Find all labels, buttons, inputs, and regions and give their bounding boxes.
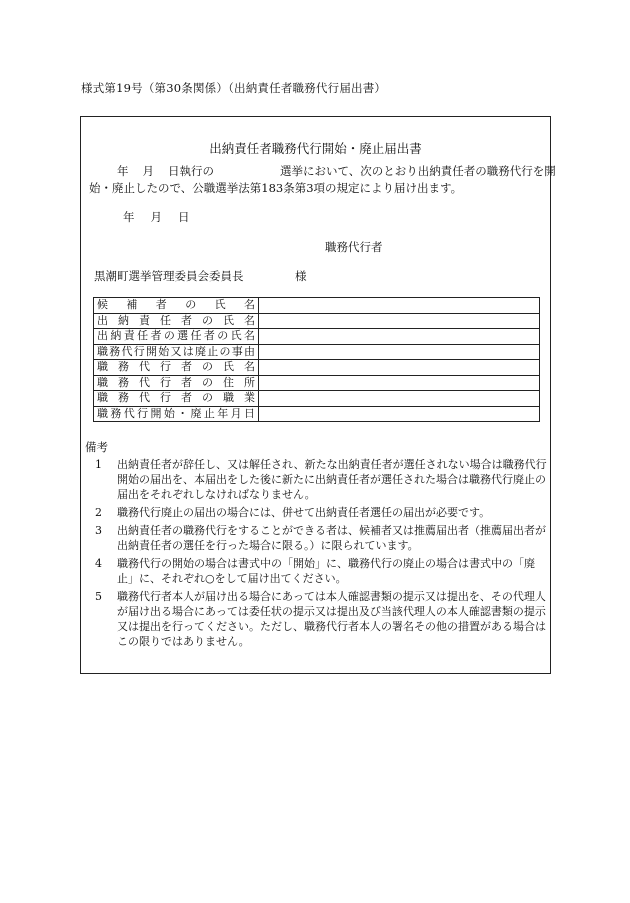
row-label: 候補者の氏名	[94, 298, 259, 314]
note-item	[89, 556, 549, 586]
intro-paragraph	[89, 163, 556, 197]
date-year: 年	[123, 210, 135, 224]
row-label: 出納責任者の選任者の氏名	[94, 329, 259, 345]
table-row	[94, 375, 540, 391]
note-number: 2	[95, 506, 102, 519]
row-value-field[interactable]	[259, 375, 540, 391]
row-label: 職務代行者の職業	[94, 391, 259, 407]
intro-line2: 始・廃止したので、公職選挙法第183条第3項の規定により届け出ます。	[89, 181, 463, 195]
form-title: 出納責任者職務代行開始・廃止届出書	[209, 141, 422, 156]
addressee: 黒潮町選挙管理委員会委員長	[94, 269, 244, 283]
note-number: 4	[95, 557, 102, 570]
table-row	[94, 360, 540, 376]
row-value-field[interactable]	[259, 313, 540, 329]
row-label: 職務代行開始・廃止年月日	[94, 406, 259, 422]
intro-month: 月	[142, 164, 154, 178]
note-number: 1	[95, 458, 102, 471]
row-label: 職務代行開始又は廃止の事由	[94, 344, 259, 360]
intro-year: 年	[117, 164, 129, 178]
intro-election-text: 選挙において、次のとおり出納責任者の職務代行を開	[280, 164, 556, 178]
table-row	[94, 344, 540, 360]
table-row	[94, 406, 540, 422]
notes-heading: 備考	[85, 440, 108, 454]
note-item	[89, 457, 549, 502]
row-value-field[interactable]	[259, 391, 540, 407]
note-text: 出納責任者が辞任し、又は解任され、新たな出納責任者が選任されない場合は職務代行開始の届出を、本届出をした後に新たに出納責任者が選任された場合は職務代行廃止の届出をそれぞれしなければなりません。	[117, 458, 547, 501]
note-text: 職務代行廃止の届出の場合には、併せて出納責任者選任の届出が必要です。	[117, 506, 491, 519]
row-label: 出納責任者の氏名	[94, 313, 259, 329]
note-item	[89, 589, 549, 649]
table-row	[94, 391, 540, 407]
row-label: 職務代行者の氏名	[94, 360, 259, 376]
row-value-field[interactable]	[259, 329, 540, 345]
honorific: 様	[295, 269, 307, 283]
date-day: 日	[178, 210, 190, 224]
note-item	[89, 505, 549, 520]
row-value-field[interactable]	[259, 360, 540, 376]
row-value-field[interactable]	[259, 298, 540, 314]
note-text: 職務代行者本人が届け出る場合にあっては本人確認書類の提示又は提出を、その代理人が届け出る場合にあっては委任状の提示又は提出及び当該代理人の本人確認書類の提示又は提出を行ってください。ただし、職務代行者本人の署名その他の措置がある場合はこの限りではありません。	[117, 590, 546, 648]
form-number: 様式第19号（第30条関係）（出納責任者職務代行届出書）	[81, 81, 387, 95]
note-number: 3	[95, 524, 102, 537]
row-label: 職務代行者の住所	[94, 375, 259, 391]
proxy-label: 職務代行者	[325, 240, 383, 254]
form-frame	[80, 116, 556, 674]
intro-day-exec: 日執行の	[168, 164, 214, 178]
row-value-field[interactable]	[259, 344, 540, 360]
table-row	[94, 329, 540, 345]
row-value-field[interactable]	[259, 406, 540, 422]
note-text: 職務代行の開始の場合は書式中の「開始」に、職務代行の廃止の場合は書式中の「廃止」に、それぞれ○をして届け出てください。	[117, 557, 535, 585]
submission-date	[123, 209, 190, 225]
details-table	[93, 297, 540, 422]
note-number: 5	[95, 590, 102, 603]
note-text: 出納責任者の職務代行をすることができる者は、候補者又は推薦届出者（推薦届出者が出納責任者の選任を行った場合に限る。）に限られています。	[117, 524, 546, 552]
notes-list	[89, 457, 549, 652]
table-row	[94, 298, 540, 314]
table-row	[94, 313, 540, 329]
date-month: 月	[150, 210, 162, 224]
note-item	[89, 523, 549, 553]
